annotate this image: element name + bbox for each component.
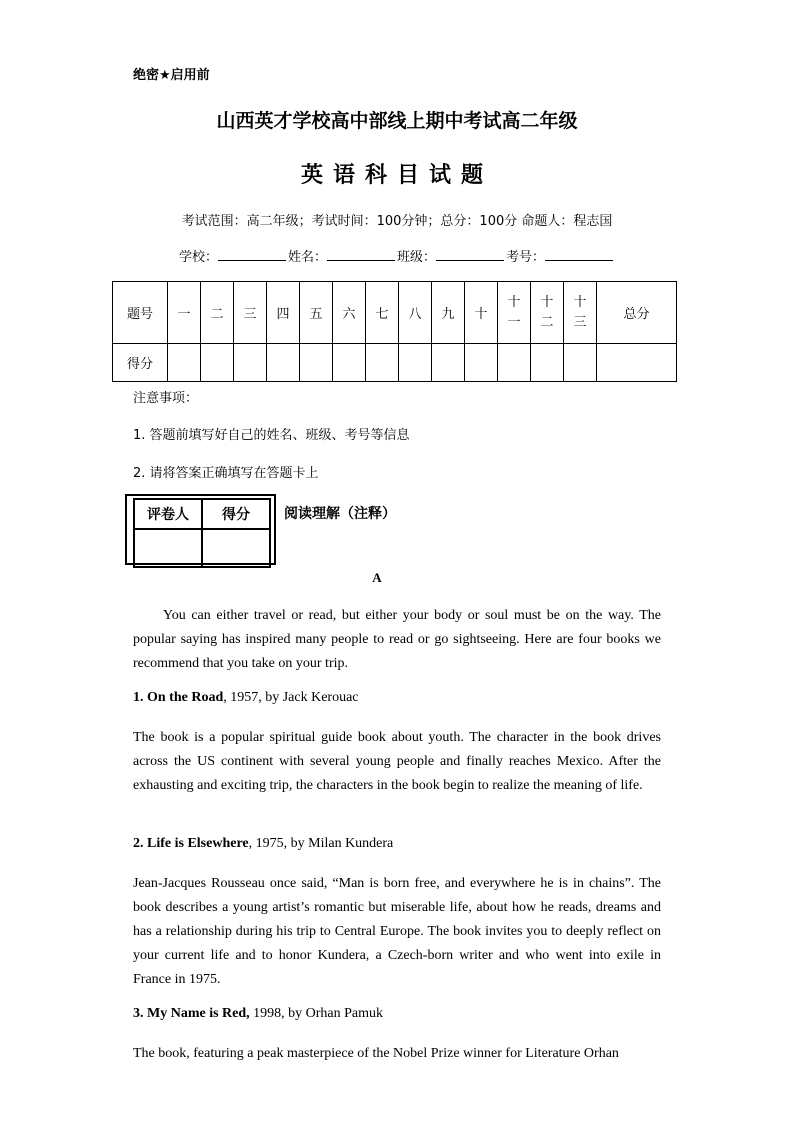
question-col-10: 十 (465, 282, 498, 344)
score-cell[interactable] (333, 344, 366, 382)
note-item-1: 1. 答题前填写好自己的姓名、班级、考号等信息 (133, 428, 410, 443)
exam-info: 考试范围：高二年级；考试时间：100分钟；总分：100分 命题人：程志国 (181, 214, 613, 229)
question-col-13: 十三 (573, 294, 587, 330)
book-1-details: , 1957, by Jack Kerouac (223, 690, 359, 705)
book-1-title: 1. On the Road (133, 690, 224, 705)
question-col-11: 十一 (507, 294, 521, 330)
book-3-text: The book, featuring a peak masterpiece of the Nobel Prize winner for Literature Orhan (133, 1046, 619, 1061)
score-cell[interactable] (498, 344, 531, 382)
question-number-row (113, 282, 677, 344)
note-item-2: 2. 请将答案正确填写在答题卡上 (133, 466, 319, 481)
score-cell[interactable] (168, 344, 201, 382)
book-2-heading (133, 836, 393, 852)
grader-score-cell[interactable] (202, 529, 270, 567)
book-1-heading (133, 690, 359, 706)
score-cell[interactable] (201, 344, 234, 382)
question-col-13-cell (564, 282, 597, 344)
grader-name-cell[interactable] (134, 529, 202, 567)
school-blank[interactable] (218, 248, 286, 261)
section-title: 阅读理解（注释） (284, 506, 396, 522)
student-info-line (0, 246, 794, 265)
total-score-cell[interactable] (597, 344, 677, 382)
score-row (113, 344, 677, 382)
question-col-6: 六 (333, 282, 366, 344)
school-title: 山西英才学校高中部线上期中考试高二年级 (216, 110, 578, 132)
book-3-heading (133, 1006, 383, 1022)
question-col-1: 一 (168, 282, 201, 344)
passage-intro: You can either travel or read, but either your body or soul must be on the way. The popular saying has inspired many people to read or go sightseeing. Here are four books we recommend that you take on your trip. (133, 608, 661, 671)
question-col-4: 四 (267, 282, 300, 344)
book-3-details: 1998, by Orhan Pamuk (249, 1006, 384, 1021)
name-field-label: 姓名： (287, 250, 327, 265)
question-number-label: 题号 (113, 282, 168, 344)
notes-title: 注意事项： (133, 391, 199, 406)
question-col-12-cell (531, 282, 564, 344)
name-blank[interactable] (327, 248, 395, 261)
class-field-label: 班级： (397, 250, 437, 265)
book-2-text: Jean-Jacques Rousseau once said, “Man is born free, and everywhere he is in chains”. The book describes a young artist’s romantic but miserable life, about how he reads, dreams and has a relationship during his trip to Central Europe. The book invites you to deeply reflect on your current life and to honor Kundera, a Czech-born writer and who went into exile in France in 1975. (133, 876, 661, 987)
school-field-label: 学校： (178, 250, 218, 265)
passage-label: A (372, 570, 382, 585)
secret-label: 绝密★启用前 (133, 68, 210, 83)
total-label: 总分 (597, 282, 677, 344)
book-2-details: , 1975, by Milan Kundera (248, 836, 394, 851)
score-cell[interactable] (366, 344, 399, 382)
question-col-8: 八 (399, 282, 432, 344)
grader-score-label: 得分 (202, 499, 270, 529)
score-cell[interactable] (465, 344, 498, 382)
book-3-title: 3. My Name is Red, (133, 1006, 250, 1021)
book-1-text: The book is a popular spiritual guide book about youth. The character in the book drives across the US continent with several young people and finally reaches Mexico. After the exhausting and exciting trip, the characters in the book begin to realize the meaning of life. (133, 730, 661, 793)
question-col-11-cell (498, 282, 531, 344)
score-cell[interactable] (564, 344, 597, 382)
grader-table (133, 498, 271, 568)
question-col-12: 十二 (540, 294, 554, 330)
question-col-2: 二 (201, 282, 234, 344)
book-2-title: 2. Life is Elsewhere (133, 836, 249, 851)
grader-box (125, 494, 276, 565)
score-cell[interactable] (267, 344, 300, 382)
question-col-9: 九 (432, 282, 465, 344)
score-cell[interactable] (300, 344, 333, 382)
question-col-5: 五 (300, 282, 333, 344)
question-col-3: 三 (234, 282, 267, 344)
subject-title: 英语科目试题 (300, 163, 493, 188)
class-blank[interactable] (436, 248, 504, 261)
score-row-label: 得分 (113, 344, 168, 382)
question-col-7: 七 (366, 282, 399, 344)
exam-number-field-label: 考号： (506, 250, 546, 265)
score-cell[interactable] (234, 344, 267, 382)
exam-number-blank[interactable] (545, 248, 613, 261)
score-cell[interactable] (531, 344, 564, 382)
score-cell[interactable] (399, 344, 432, 382)
grader-label: 评卷人 (134, 499, 202, 529)
score-table (112, 281, 677, 382)
score-cell[interactable] (432, 344, 465, 382)
